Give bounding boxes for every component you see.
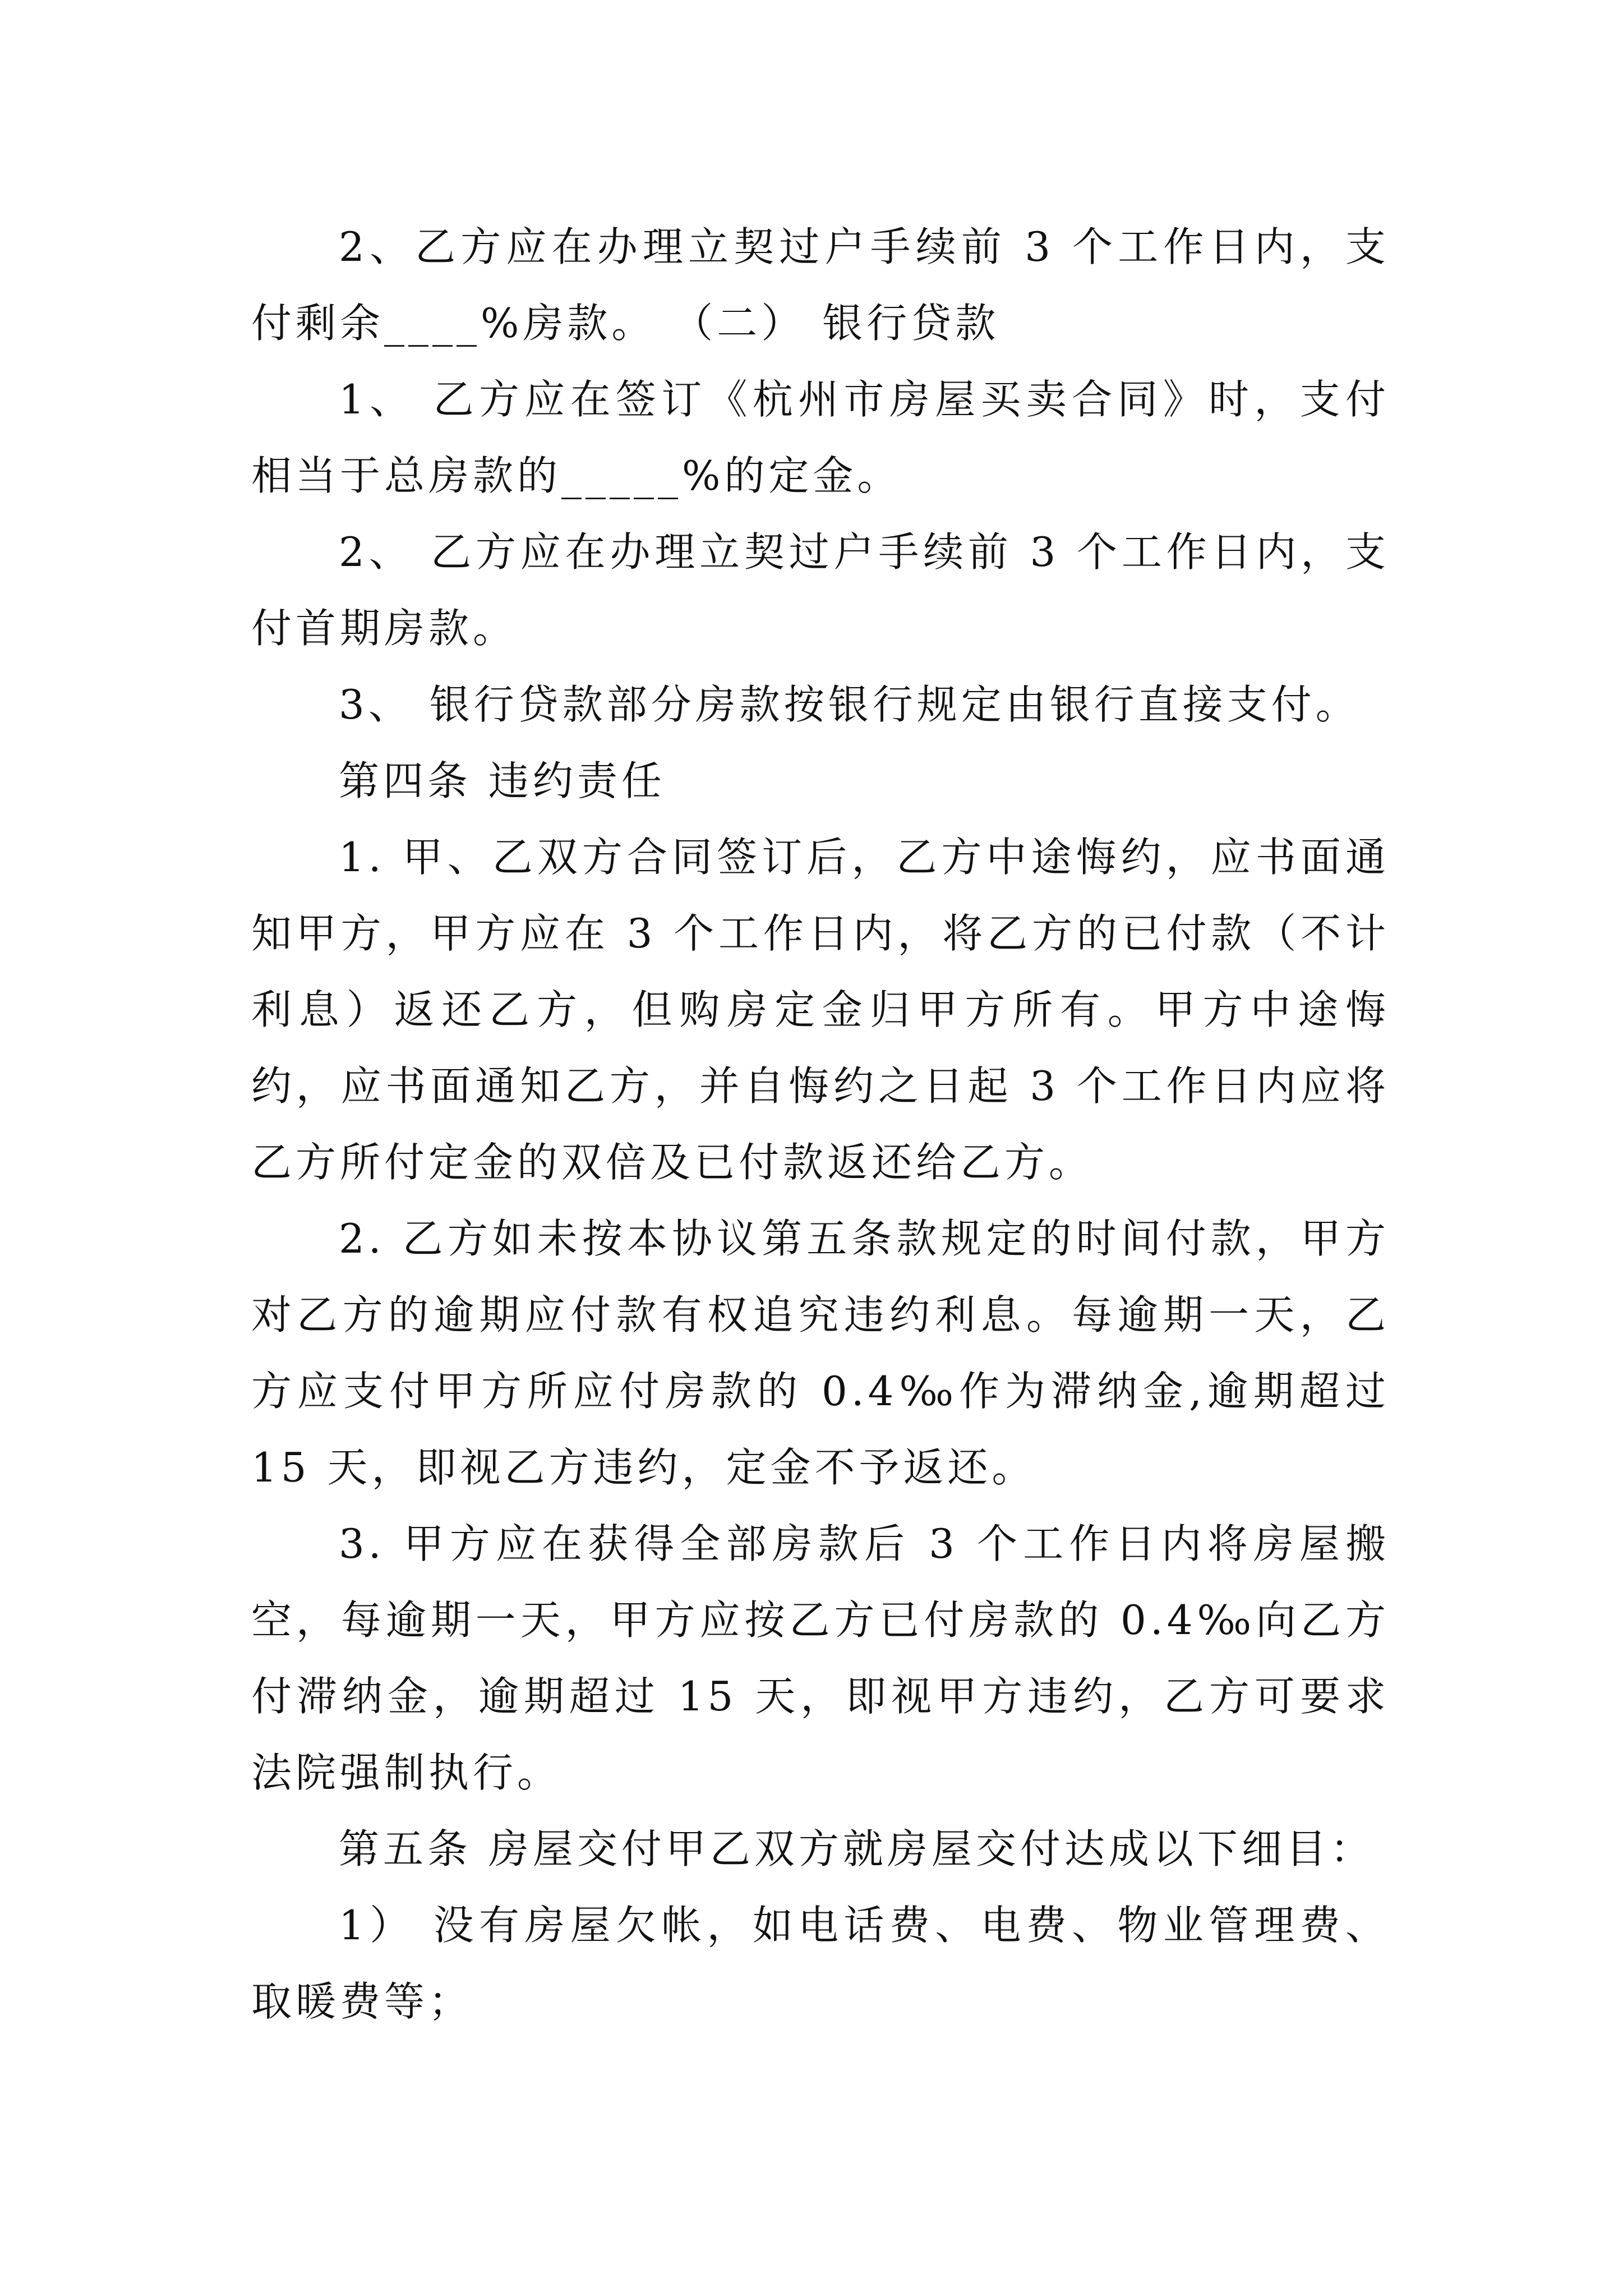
paragraph-loan-deposit: 1、 乙方应在签订《杭州市房屋买卖合同》时，支付相当于总房款的_____%的定金。	[251, 376, 1390, 499]
paragraph-breach-3: 3. 甲方应在获得全部房款后 3 个工作日内将房屋搬空，每逾期一天，甲方应按乙方已付房款的 0.4‰向乙方付滞纳金，逾期超过 15 天，即视甲方违约，乙方可要求法院强制执行。	[251, 1520, 1390, 1796]
paragraph-breach-2: 2. 乙方如未按本协议第五条款规定的时间付款，甲方对乙方的逾期应付款有权追究违约利息。每逾期一天，乙方应支付甲方所应付房款的 0.4‰作为滞纳金,逾期超过 15 天，即视乙方违约，定金不予返还。	[251, 1215, 1390, 1491]
paragraph-delivery-1: 1） 没有房屋欠帐，如电话费、电费、物业管理费、取暖费等；	[251, 1902, 1390, 2025]
paragraph-loan-first-payment: 2、 乙方应在办理立契过户手续前 3 个工作日内，支付首期房款。	[251, 528, 1390, 652]
section-heading-article-4: 第四条 违约责任	[339, 757, 666, 804]
paragraph-loan-bank-payment: 3、 银行贷款部分房款按银行规定由银行直接支付。	[339, 681, 1360, 728]
document-body	[251, 209, 1390, 2040]
paragraph-breach-1: 1. 甲、乙双方合同签订后，乙方中途悔约，应书面通知甲方，甲方应在 3 个工作日内，将乙方的已付款（不计利息）返还乙方，但购房定金归甲方所有。甲方中途悔约，应书面通知乙方，并自悔约之日起 3 个工作日内应将乙方所付定金的双倍及已付款返还给乙方。	[251, 834, 1390, 1186]
section-heading-article-5: 第五条 房屋交付甲乙双方就房屋交付达成以下细目：	[339, 1825, 1375, 1872]
paragraph-payment-remaining: 2、乙方应在办理立契过户手续前 3 个工作日内，支付剩余____%房款。 （二） 银行贷款	[251, 223, 1390, 347]
